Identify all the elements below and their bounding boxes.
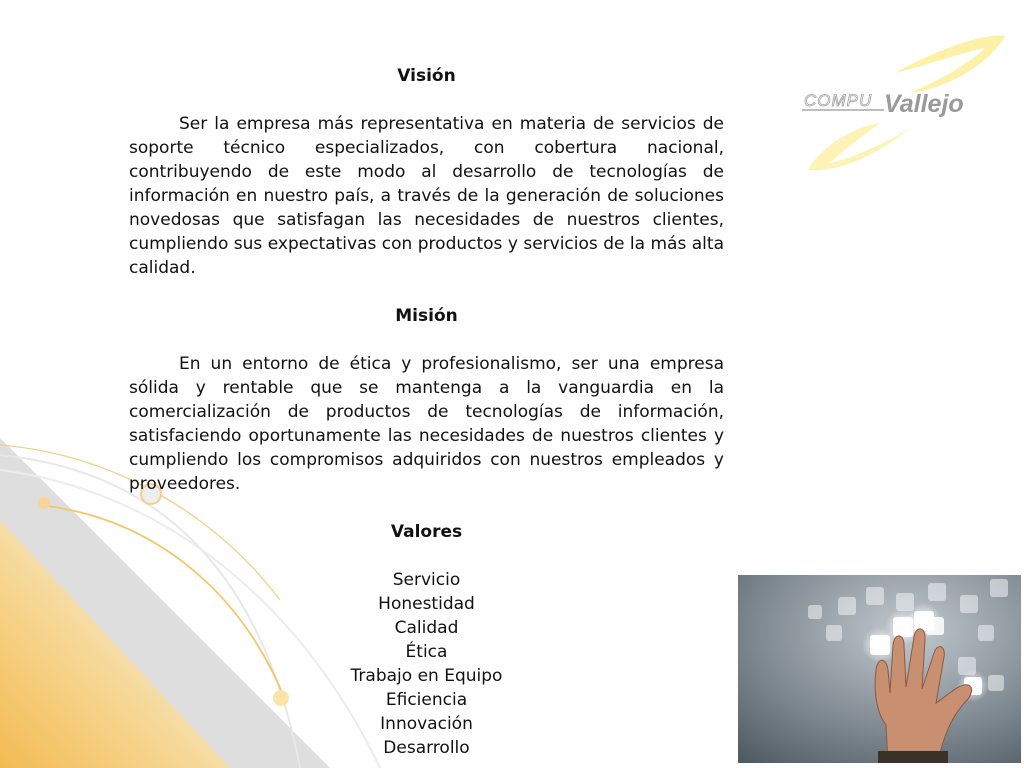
logo-text-compu: COMPU <box>804 91 873 110</box>
value-item: Ética <box>405 642 448 662</box>
value-item: Innovación <box>380 714 473 734</box>
sleeve <box>878 751 948 763</box>
company-logo <box>800 28 1008 178</box>
vision-heading: Visión <box>397 66 456 86</box>
values-list <box>129 568 724 760</box>
value-item: Honestidad <box>378 594 475 614</box>
value-item: Desarrollo <box>383 738 470 758</box>
logo-text-vallejo: Vallejo <box>884 90 964 118</box>
vision-text: Ser la empresa más representativa en materia de servicios de soporte técnico especializados, con cobertura nacional, contribuyendo de este modo al desarrollo de tecnologías de información en nuestro país, a través de la generación de soluciones novedosas que satisfagan las necesidades de nuestros clientes, cumpliendo sus expectativas con productos y servicios de la más alta calidad. <box>129 114 724 278</box>
mission-heading: Misión <box>395 306 458 326</box>
mission-text: En un entorno de ética y profesionalismo, ser una empresa sólida y rentable que se mantenga a la vanguardia en la comercialización de productos de tecnologías de información, satisfaciendo oportunamente las necesidades de nuestros clientes y cumpliendo los compromisos adquiridos con nuestros empleados y proveedores. <box>129 354 724 494</box>
value-item: Servicio <box>392 570 461 590</box>
main-content <box>129 64 724 760</box>
decor-dot <box>38 497 50 509</box>
logo-swoosh-top <box>895 36 1005 93</box>
logo-swoosh-bottom <box>808 123 910 170</box>
values-heading: Valores <box>390 522 463 542</box>
value-item: Calidad <box>394 618 459 638</box>
hand-touch-photo <box>738 575 1021 763</box>
hand-touch-illustration <box>738 575 1021 763</box>
value-item: Trabajo en Equipo <box>350 666 503 686</box>
value-item: Eficiencia <box>385 690 468 710</box>
